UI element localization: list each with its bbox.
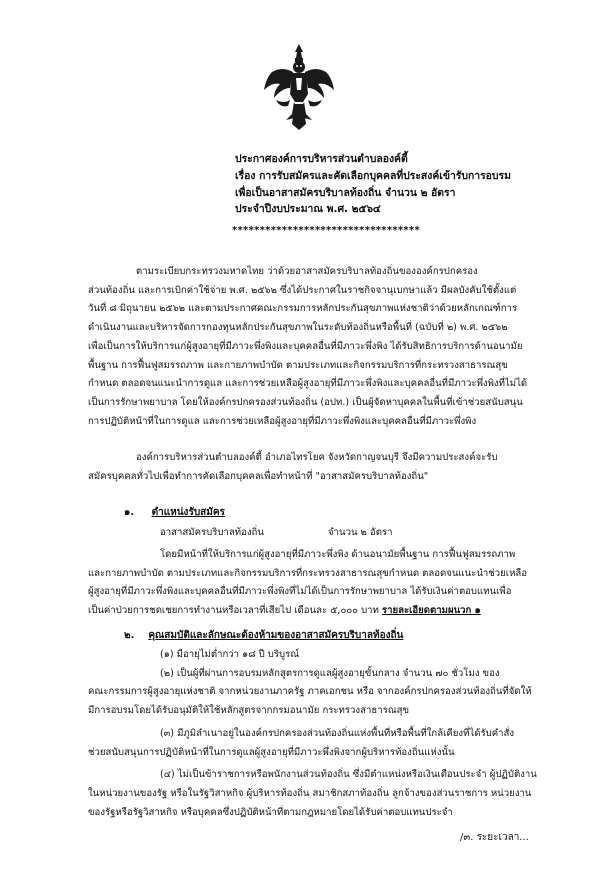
section-1-line: โดยมีหน้าที่ให้บริการแก่ผู้สูงอายุที่มีภาวะพึ่งพิง ด้านอนามัยพื้นฐาน การฟื้นฟูสมรรถภาพ: [160, 549, 516, 560]
qualification-line: ช่วยสนับสนุนการปฏิบัติหน้าที่ในการดูแลผู้สูงอายุที่มีภาวะพึ่งพิงจากผู้บริหารท้องถิ่นแห่งนั้น: [88, 746, 455, 758]
compensation-text: เป็นค่าป่วยการชดเชยการทำงานหรือเวลาที่เสียไป เดือนละ ๕,๐๐๐ บาท: [88, 605, 382, 617]
qualification-item: (๔) ไม่เป็นข้าราชการหรือพนักงานส่วนท้องถิ่น ซึ่งมีตำแหน่งหรือเงินเดือนประจำ ผู้ปฏิบัติงาน: [160, 769, 537, 781]
announce-line: สมัครบุคคลทั่วไปเพื่อทำการคัดเลือกบุคคลเพื่อทำหน้าที่ "อาสาสมัครบริบาลท้องถิ่น": [88, 470, 429, 482]
section-1-body: [88, 546, 566, 621]
title-subject-cont: เพื่อเป็นอาสาสมัครบริบาลท้องถิ่น จำนวน ๒ อัตรา: [235, 186, 456, 199]
intro-line: เพื่อเป็นการให้บริการแก่ผู้สูงอายุที่มีภาวะพึ่งพิงและบุคคลอื่นที่มีภาวะพึ่งพิง ได้รับสิทธิการบริการด้านอนามัย: [88, 340, 523, 352]
section-1-line: [88, 602, 566, 621]
appendix-reference: รายละเอียดตามผนวก ๑: [381, 605, 481, 617]
section-1-heading: [124, 505, 225, 520]
intro-line: การปฏิบัติหน้าที่ในการดูแล และการช่วยเหลือผู้สูงอายุที่มีภาวะพึ่งพิงและบุคคลอื่นที่มีภาวะพึ่งพิง: [88, 415, 477, 427]
separator-stars: **********************************: [232, 225, 421, 236]
section-1-number: ๑.: [124, 507, 135, 518]
qualification-line: ของรัฐหรือรัฐวิสาหกิจ หรือบุคคลซึ่งปฏิบัติหน้าที่ตามกฎหมายโดยได้รับค่าตอบแทนประจำ: [88, 806, 453, 818]
qualification-line: มีการอบรมโดยได้รับอนุมัติให้ใช้หลักสูตรจากกรมอนามัย กระทรวงสาธารณสุข: [88, 705, 410, 717]
intro-line: กำหนด ตลอดจนแนะนำการดูแล และการช่วยเหลือผู้สูงอายุที่มีภาวะพึ่งพิงและบุคคลอื่นที่มีภาวะพึ่งพิงที่ไม่ได้: [88, 378, 528, 390]
intro-line: วันที่ ๘ มิถุนายน ๒๕๖๒ และตามประกาศคณะกรรมการหลักประกันสุขภาพแห่งชาติว่าด้วยหลักเกณฑ์การ: [88, 303, 518, 315]
intro-line: พื้นฐาน การฟื้นฟูสมรรถภาพ และกายภาพบำบัด ตามประเภทและกิจกรรมบริการที่กระทรวงสาธารณสุข: [88, 359, 508, 371]
position-count: จำนวน ๒ อัตรา: [328, 527, 393, 538]
announce-line: องค์การบริหารส่วนตำบลองค์ตี้ อำเภอไทรโยค จังหวัดกาญจนบุรี จึงมีความประสงค์จะรับ: [136, 452, 498, 463]
section-2-title: คุณสมบัติและลักษณะต้องห้ามของอาสาสมัครบริบาลท้องถิ่น: [148, 630, 404, 641]
page-continuation: /๓. ระยะเวลา...: [460, 832, 529, 843]
qualification-item: (๑) มีอายุไม่ต่ำกว่า ๑๘ ปี บริบูรณ์: [160, 649, 300, 660]
intro-line: ดำเนินงานและบริหารจัดการกองทุนหลักประกันสุขภาพในระดับท้องถิ่นหรือพื้นที่ (ฉบับที่ ๒) พ.ศ. ๒๕๖๒: [88, 322, 508, 334]
section-2-number: ๒.: [124, 630, 135, 641]
title-subject: เรื่อง การรับสมัครและคัดเลือกบุคคลที่ประสงค์เข้ารับการอบรม: [235, 169, 511, 182]
qualification-line: ในหน่วยงานของรัฐ หรือในรัฐวิสาหกิจ ผู้บริหารท้องถิ่น สมาชิกสภาท้องถิ่น ลูกจ้างของส่วนราชการ หน่วยงาน: [88, 787, 532, 799]
section-2-body: [88, 646, 566, 822]
announce-paragraph: [88, 449, 566, 486]
intro-paragraph: [88, 263, 566, 431]
garuda-emblem-icon: [262, 42, 336, 132]
title-fiscal-year: ประจำปีงบประมาณ พ.ศ. ๒๕๖๔: [235, 203, 381, 216]
section-1-line: ผู้สูงอายุที่มีภาวะพึ่งพิงและบุคคลอื่นที่มีภาวะพึ่งพิงที่ไม่ได้เป็นการรักษาพยาบาล ได้รับเงินค่าตอบแทนเพื่อ: [88, 586, 512, 598]
section-1-title: ตำแหน่งรับสมัคร: [151, 507, 225, 518]
qualification-line: คณะกรรมการผู้สูงอายุแห่งชาติ จากหน่วยงานภาครัฐ ภาคเอกชน หรือ จากองค์กรปกครองส่วนท้องถิ่นที่จัดให้: [88, 686, 532, 698]
intro-line: ตามระเบียบกระทรวงมหาดไทย ว่าด้วยอาสาสมัครบริบาลท้องถิ่นขององค์กรปกครอง: [136, 266, 478, 277]
section-1-line: และกายภาพบำบัด ตามประเภทและกิจกรรมบริการที่กระทรวงสาธารณสุขกำหนด ตลอดจนแนะนำช่วยเหลือ: [88, 567, 528, 579]
section-2-heading: [124, 628, 403, 643]
qualification-item: (๓) มีภูมิลำเนาอยู่ในองค์กรปกครองส่วนท้องถิ่นแห่งพื้นที่หรือพื้นที่ใกล้เคียงที่ได้รับคำสั่ง: [160, 727, 515, 739]
position-row: [160, 525, 393, 540]
title-organization: ประกาศองค์การบริหารส่วนตำบลองค์ตี้: [235, 153, 408, 165]
announcement-title: [235, 151, 575, 218]
position-name: อาสาสมัครบริบาลท้องถิ่น: [160, 527, 264, 538]
qualification-item: (๒) เป็นผู้ที่ผ่านการอบรมหลักสูตรการดูแลผู้สูงอายุขั้นกลาง จำนวน ๗๐ ชั่วโมง ของ: [160, 667, 500, 679]
intro-line: เป็นการรักษาพยาบาล โดยให้องค์กรปกครองส่วนท้องถิ่น (อปท.) เป็นผู้จัดหาบุคคลในพื้นที่เข้าช่วยสนับสนุน: [88, 396, 523, 408]
intro-line: ส่วนท้องถิ่น และการเบิกค่าใช้จ่าย พ.ศ. ๒๕๖๒ ซึ่งได้ประกาศในราชกิจจานุเบกษาแล้ว มีผลบังคับใช้ตั้งแต่: [88, 284, 517, 296]
